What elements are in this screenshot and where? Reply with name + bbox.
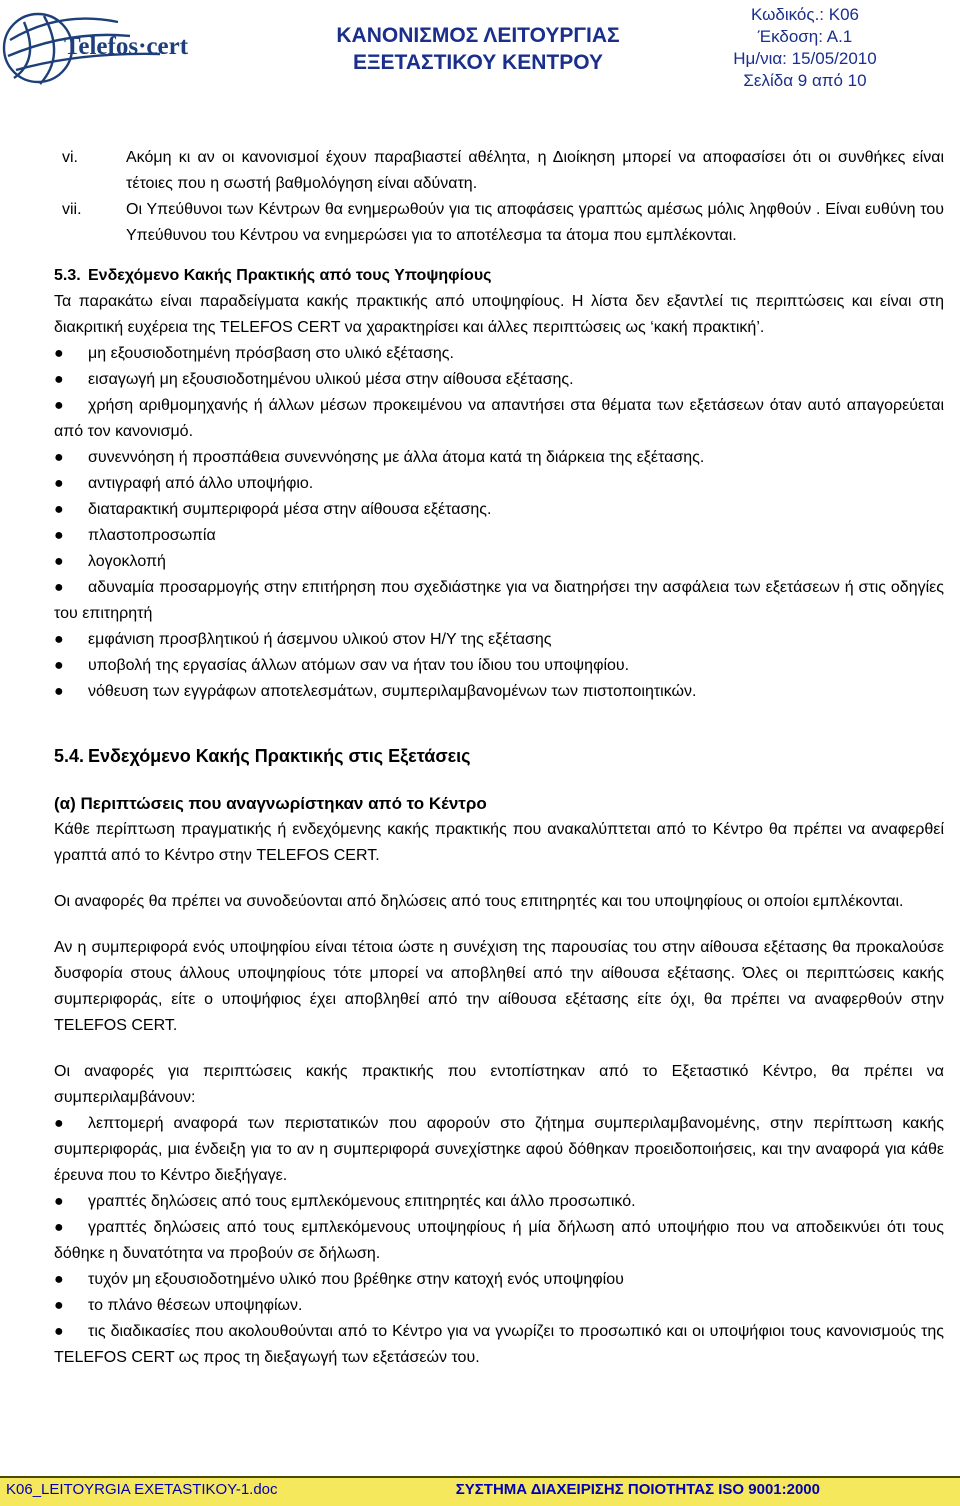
bullet-list xyxy=(54,1111,944,1371)
section-number: 5.4. xyxy=(54,746,85,766)
list-item: ● εισαγωγή μη εξουσιοδοτημένου υλικού μέσα στην αίθουσα εξέτασης. xyxy=(54,367,944,393)
list-item: ● εμφάνιση προσβλητικού ή άσεμνου υλικού στον Η/Υ της εξέτασης xyxy=(54,627,944,653)
page-number: Σελίδα 9 από 10 xyxy=(743,71,867,90)
subsection-title: (α) Περιπτώσεις που αναγνωρίστηκαν από το Κέντρο xyxy=(54,794,487,813)
item-text: Ακόμη κι αν οι κανονισμοί έχουν παραβιαστεί αθέλητα, η Διοίκηση μπορεί να αποφασίσει ότι οι συνθήκες είναι τέτοιες που η σωστή βαθμολόγηση είναι αδύνατη. xyxy=(126,149,944,192)
list-item xyxy=(54,145,944,197)
title-line-2: ΕΞΕΤΑΣΤΙΚΟΥ ΚΕΝΤΡΟΥ xyxy=(353,51,603,74)
paragraph: Κάθε περίπτωση πραγματικής ή ενδεχόμενης κακής πρακτικής που ανακαλύπτεται από το Κέντρο θα πρέπει να αναφερθεί γραπτά από το Κέντρο στην TELEFOS CERT. xyxy=(54,821,944,864)
bullet-list xyxy=(54,341,944,705)
bullet-icon: ● xyxy=(54,1115,64,1132)
document-code: Κωδικός.: Κ06 xyxy=(750,5,859,24)
list-item xyxy=(54,197,944,249)
bullet-icon: ● xyxy=(54,553,64,570)
paragraph: Αν η συμπεριφορά ενός υποψηφίου είναι τέτοια ώστε η συνέχιση της παρουσίας του στην αίθουσα εξέτασης θα προκαλούσε δυσφορία στους άλλους υποψηφίους τότε μπορεί να αποβληθεί από την αίθουσα εξέτασης. Όλες οι περιπτώσεις κακής συμπεριφοράς, είτε ο υποψήφιος έχει αποβληθεί από την αίθουσα εξέτασης είτε όχι, θα πρέπει να αναφερθούν στην TELEFOS CERT. xyxy=(54,939,944,1034)
bullet-icon: ● xyxy=(54,527,64,544)
bullet-icon: ● xyxy=(54,449,64,466)
list-item: ● χρήση αριθμομηχανής ή άλλων μέσων προκειμένου να απαντήσει στα θέματα των εξετάσεων όταν αυτό απαγορεύεται από τον κανονισμό. xyxy=(54,393,944,445)
list-item: ● τυχόν μη εξουσιοδοτημένο υλικό που βρέθηκε στην κατοχή ενός υποψηφίου xyxy=(54,1267,944,1293)
bullet-icon: ● xyxy=(54,1271,64,1288)
list-item: ● γραπτές δηλώσεις από τους εμπλεκόμενους υποψηφίους ή μία δήλωση από υποψήφιο που να αποδεικνύει ότι τους δόθηκε η δυνατότητα να προβούν σε δήλωση. xyxy=(54,1215,944,1267)
bullet-icon: ● xyxy=(54,631,64,648)
document-edition: Έκδοση: Α.1 xyxy=(757,27,853,46)
bullet-icon: ● xyxy=(54,579,64,596)
bullet-icon: ● xyxy=(54,1219,64,1236)
telefos-cert-logo xyxy=(0,0,236,96)
footer-system: ΣΥΣΤΗΜΑ ΔΙΑΧΕΙΡΙΣΗΣ ΠΟΙΟΤΗΤΑΣ ISO 9001:2000 xyxy=(455,1481,820,1498)
list-item: ● νόθευση των εγγράφων αποτελεσμάτων, συμπεριλαμβανομένων των πιστοποιητικών. xyxy=(54,679,944,705)
bullet-icon: ● xyxy=(54,1297,64,1314)
bullet-icon: ● xyxy=(54,397,64,414)
list-item: ● μη εξουσιοδοτημένη πρόσβαση στο υλικό εξέτασης. xyxy=(54,341,944,367)
bullet-icon: ● xyxy=(54,1323,64,1340)
list-item: ● γραπτές δηλώσεις από τους εμπλεκόμενους επιτηρητές και άλλο προσωπικό. xyxy=(54,1189,944,1215)
list-item: ● διαταρακτική συμπεριφορά μέσα στην αίθουσα εξέτασης. xyxy=(54,497,944,523)
item-number: vi. xyxy=(62,149,78,166)
section-heading-5-3 xyxy=(54,263,944,289)
bullet-icon: ● xyxy=(54,475,64,492)
list-item: ● αδυναμία προσαρμογής στην επιτήρηση που σχεδιάστηκε για να διατηρήσει την ασφάλεια των εξετάσεων ή στις οδηγίες του επιτηρητή xyxy=(54,575,944,627)
list-item: ● το πλάνο θέσεων υποψηφίων. xyxy=(54,1293,944,1319)
section-number: 5.3. xyxy=(54,267,81,284)
section-heading-5-4 xyxy=(54,743,944,769)
list-item: ● υποβολή της εργασίας άλλων ατόμων σαν να ήταν του ίδιου του υποψηφίου. xyxy=(54,653,944,679)
item-text: Οι Υπεύθυνοι των Κέντρων θα ενημερωθούν για τις αποφάσεις γραπτώς αμέσως μόλις ληφθούν . Είναι ευθύνη του Υπεύθυνου του Κέντρου να ενημερώσει για το αποτέλεσμα τα άτομα που εμπλέκονται. xyxy=(126,201,944,244)
item-number: vii. xyxy=(62,201,82,218)
logo-text: Telefos·cert xyxy=(64,33,189,60)
bullet-icon: ● xyxy=(54,501,64,518)
list-item: ● τις διαδικασίες που ακολουθούνται από το Κέντρο για να γνωρίζει το προσωπικό και οι υποψήφιοι τους κανονισμούς της TELEFOS CERT ως προς τη διεξαγωγή των εξετάσεών του. xyxy=(54,1319,944,1371)
list-item: ● αντιγραφή από άλλο υποψήφιο. xyxy=(54,471,944,497)
section-title: Ενδεχόμενο Κακής Πρακτικής από τους Υποψηφίους xyxy=(88,267,492,284)
document-body xyxy=(54,145,944,1371)
section-title: Ενδεχόμενο Κακής Πρακτικής στις Εξετάσεις xyxy=(88,746,471,766)
list-item: ● συνεννόηση ή προσπάθεια συνεννόησης με άλλα άτομα κατά τη διάρκεια της εξέτασης. xyxy=(54,445,944,471)
page-footer xyxy=(0,1476,960,1506)
page-header xyxy=(0,0,960,100)
list-item: ● λεπτομερή αναφορά των περιστατικών που αφορούν στο ζήτημα συμπεριλαμβανομένης, στην περίπτωση κακής συμπεριφοράς, μια ένδειξη για το αν η συμπεριφορά συνεχίστηκε αφού δόθηκαν προειδοποιήσεις, και την αναφορά για κάθε έρευνα που το Κέντρο διεξήγαγε. xyxy=(54,1111,944,1189)
document-date: Ημ/νια: 15/05/2010 xyxy=(733,49,877,68)
footer-filename: K06_LEITOYRGIA EXETASTIKOY-1.doc xyxy=(6,1481,278,1498)
title-line-1: ΚΑΝΟΝΙΣΜΟΣ ΛΕΙΤΟΥΡΓΙΑΣ xyxy=(336,24,620,47)
bullet-icon: ● xyxy=(54,657,64,674)
document-title xyxy=(298,22,658,76)
bullet-icon: ● xyxy=(54,345,64,362)
list-item: ● πλαστοπροσωπία xyxy=(54,523,944,549)
section-intro: Τα παρακάτω είναι παραδείγματα κακής πρακτικής από υποψηφίους. Η λίστα δεν εξαντλεί τις περιπτώσεις και είναι στη διακριτική ευχέρεια της TELEFOS CERT να χαρακτηρίσει και άλλες περιπτώσεις ως ‘κακή πρακτική’. xyxy=(54,293,944,336)
list-item: ● λογοκλοπή xyxy=(54,549,944,575)
paragraph: Οι αναφορές θα πρέπει να συνοδεύονται από δηλώσεις από τους επιτηρητές και του υποψηφίους οι οποίοι εμπλέκονται. xyxy=(54,893,904,910)
paragraph: Οι αναφορές για περιπτώσεις κακής πρακτικής που εντοπίστηκαν από το Εξεταστικό Κέντρο, θα πρέπει να συμπεριλαμβάνουν: xyxy=(54,1063,944,1106)
document-meta xyxy=(700,4,910,92)
bullet-icon: ● xyxy=(54,1193,64,1210)
bullet-icon: ● xyxy=(54,371,64,388)
bullet-icon: ● xyxy=(54,683,64,700)
